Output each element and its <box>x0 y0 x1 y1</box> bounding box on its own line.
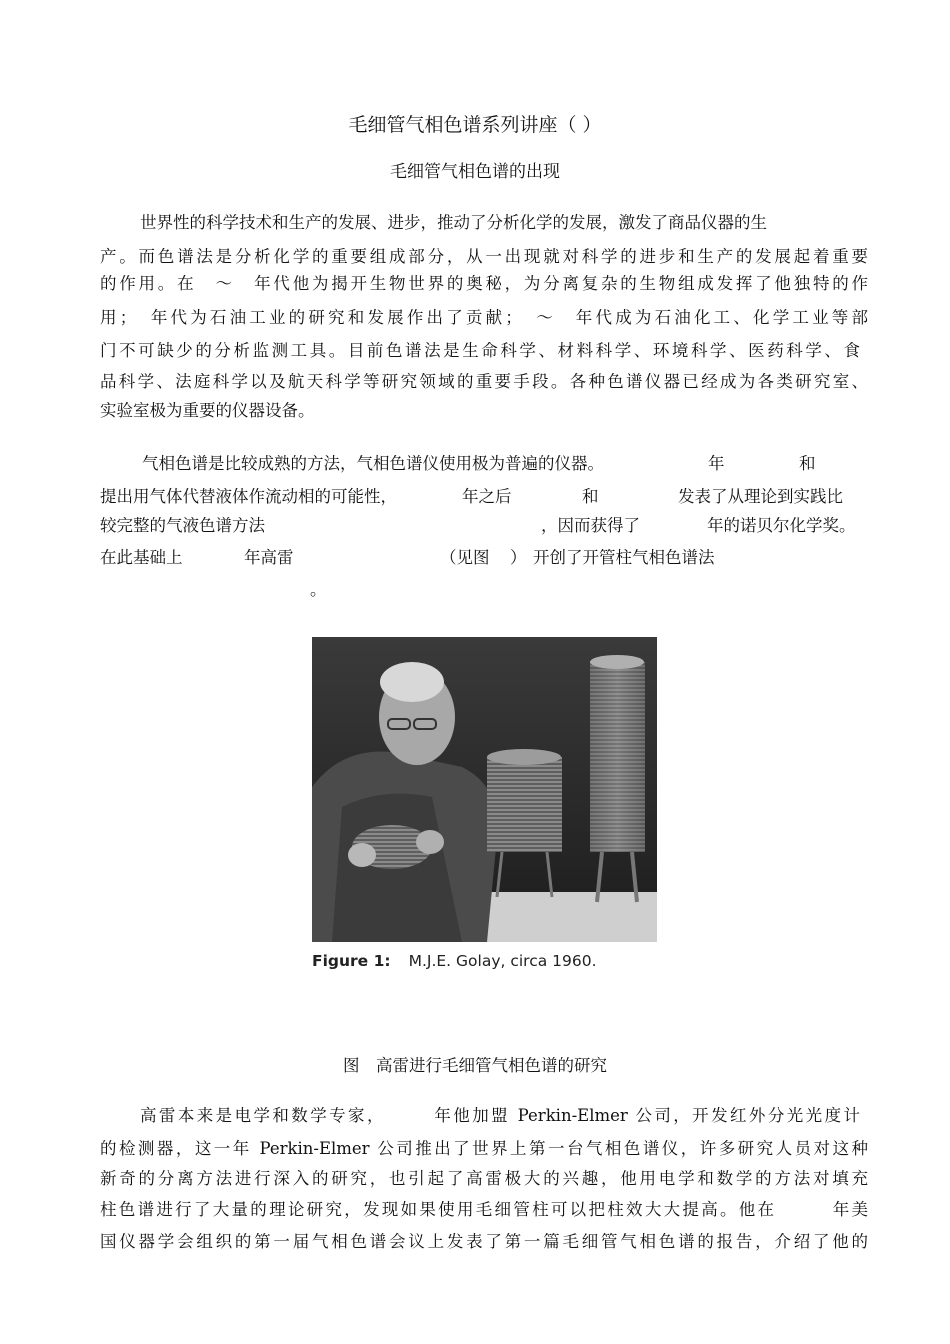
text-line: 世界性的科学技术和生产的发展、进步，推动了分析化学的发展，激发了商品仪器的生 <box>140 213 767 232</box>
photo-illustration <box>312 637 657 942</box>
text-fragment: 年高雷 <box>244 548 294 567</box>
text-line: 产。而色谱法是分析化学的重要组成部分，从一出现就对科学的进步和生产的发展起着重要 <box>100 247 868 266</box>
text-line: 品科学、法庭科学以及航天科学等研究领域的重要手段。各种色谱仪器已经成为各类研究室、 <box>100 372 868 391</box>
text-line: 高雷本来是电学和数学专家， 年他加盟 Perkin-Elmer 公司，开发红外分光光度计 <box>140 1106 860 1125</box>
document-title: 毛细管气相色谱系列讲座（ ） <box>348 114 602 136</box>
text-fragment: ） <box>510 548 527 567</box>
text-fragment: 发表了从理论到实践比 <box>678 487 843 506</box>
text-fragment: 在此基础上 <box>100 548 183 567</box>
text-fragment: 提出用气体代替液体作流动相的可能性， <box>100 487 397 506</box>
text-fragment: 气相色谱是比较成熟的方法，气相色谱仪使用极为普遍的仪器。 <box>142 454 604 473</box>
text-fragment: ，因而获得了 <box>541 516 640 535</box>
text-line: 新奇的分离方法进行深入的研究，也引起了高雷极大的兴趣，他用电学和数学的方法对填充 <box>100 1169 868 1188</box>
text-line: 实验室极为重要的仪器设备。 <box>100 401 315 420</box>
text-fragment: 年 <box>708 454 725 473</box>
text-fragment: 年的诺贝尔化学奖。 <box>707 516 856 535</box>
figure-caption <box>312 952 597 970</box>
text-line: 柱色谱进行了大量的理论研究，发现如果使用毛细管柱可以把柱效大大提高。他在 年美 <box>100 1200 868 1219</box>
figure-label: Figure 1: <box>312 952 391 970</box>
text-line: 门不可缺少的分析监测工具。目前色谱法是生命科学、材料科学、环境科学、医药科学、食 <box>100 341 860 360</box>
text-fragment: 和 <box>799 454 816 473</box>
figure-text: M.J.E. Golay, circa 1960. <box>408 952 597 970</box>
text-fragment: 开创了开管柱气相色谱法 <box>533 548 715 567</box>
text-line: 的作用。在 ～ 年代他为揭开生物世界的奥秘，为分离复杂的生物组成发挥了他独特的作 <box>100 274 868 293</box>
text-line: 的检测器，这一年 Perkin-Elmer 公司推出了世界上第一台气相色谱仪，许多研究人员对这种 <box>100 1139 868 1158</box>
golay-photo <box>312 637 657 942</box>
text-fragment: 较完整的气液色谱方法 <box>100 516 265 535</box>
text-line: 国仪器学会组织的第一届气相色谱会议上发表了第一篇毛细管气相色谱的报告，介绍了他的 <box>100 1232 868 1251</box>
figure-caption-chinese: 图 高雷进行毛细管气相色谱的研究 <box>343 1056 607 1075</box>
text-fragment: 年之后 <box>462 487 512 506</box>
text-fragment: 。 <box>310 580 327 599</box>
text-line: 用； 年代为石油工业的研究和发展作出了贡献； ～ 年代成为石油化工、化学工业等部 <box>100 308 868 327</box>
text-fragment: （见图 <box>440 548 490 567</box>
text-fragment: 和 <box>582 487 599 506</box>
document-subtitle: 毛细管气相色谱的出现 <box>390 162 560 182</box>
